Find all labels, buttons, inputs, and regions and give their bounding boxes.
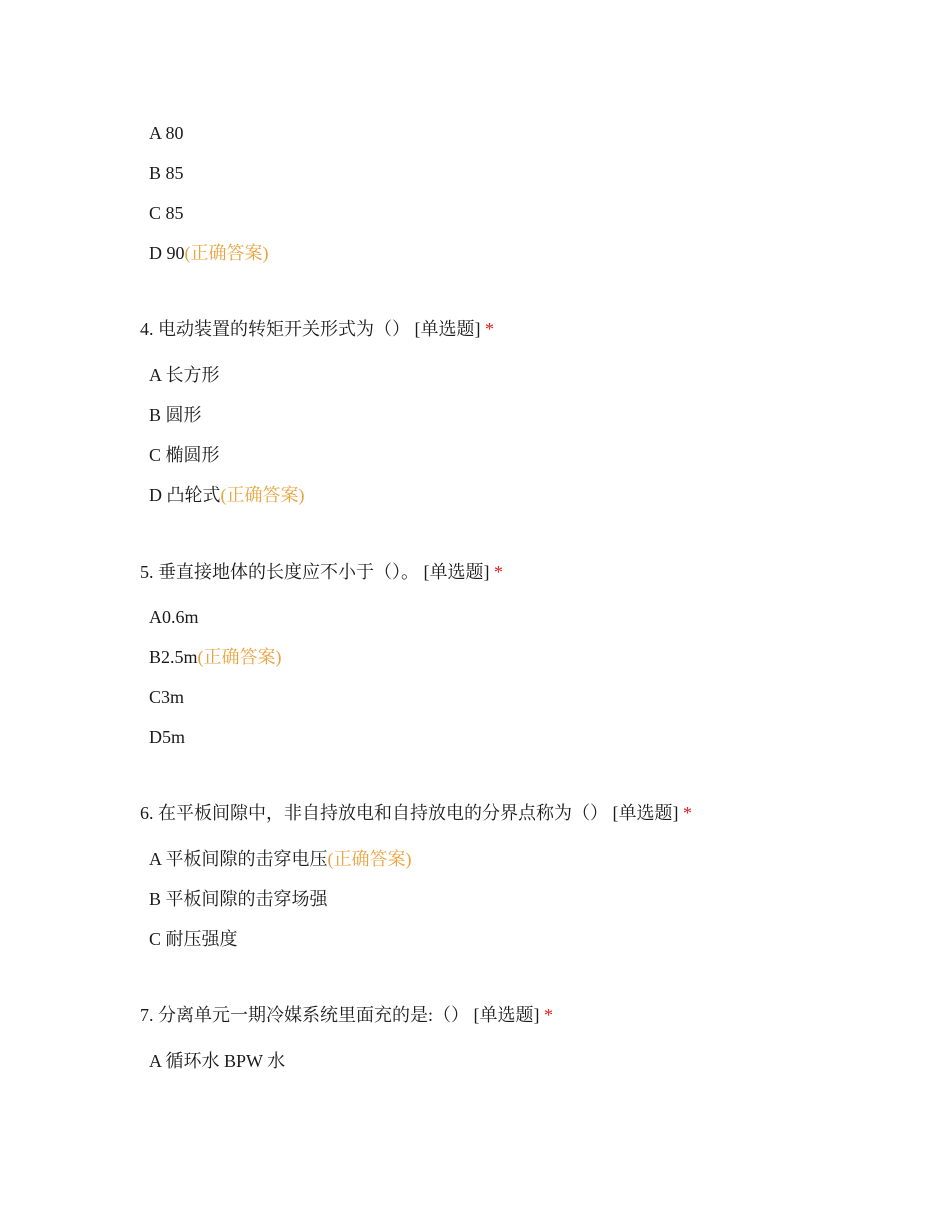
question-text: 7. 分离单元一期冷媒系统里面充的是:（） [单选题]: [140, 1005, 540, 1025]
correct-answer-marker: (正确答案): [197, 647, 282, 667]
option-label: A 平板间隙的击穿电压: [149, 849, 328, 869]
q6-option-a: [149, 847, 412, 871]
q4-option-d: [149, 483, 305, 507]
option-label: A 长方形: [149, 365, 220, 385]
required-mark: *: [494, 562, 503, 582]
q4-option-c: [149, 443, 220, 467]
question-text: 6. 在平板间隙中，非自持放电和自持放电的分界点称为（） [单选题]: [140, 803, 679, 823]
q6-title: [140, 801, 692, 825]
q5-option-a: [149, 605, 199, 629]
option-label: C 耐压强度: [149, 929, 238, 949]
option-label: D5m: [149, 727, 185, 747]
option-label: B 85: [149, 163, 184, 183]
correct-answer-marker: (正确答案): [327, 849, 412, 869]
q7-title: [140, 1003, 553, 1027]
option-label: B2.5m: [149, 647, 198, 667]
option-label: B 圆形: [149, 405, 202, 425]
q4-option-b: [149, 403, 202, 427]
required-mark: *: [544, 1005, 553, 1025]
question-text: 4. 电动装置的转矩开关形式为（） [单选题]: [140, 319, 481, 339]
option-label: C 椭圆形: [149, 445, 220, 465]
option-label: D 凸轮式: [149, 485, 221, 505]
q6-option-c: [149, 927, 238, 951]
q4-option-a: [149, 363, 220, 387]
q3-option-a: [149, 121, 184, 145]
option-label: D 90: [149, 243, 185, 263]
q3-option-d: [149, 241, 269, 265]
option-label: B 平板间隙的击穿场强: [149, 889, 328, 909]
q5-option-d: [149, 725, 185, 749]
q3-option-c: [149, 201, 184, 225]
q3-option-b: [149, 161, 184, 185]
required-mark: *: [683, 803, 692, 823]
correct-answer-marker: (正确答案): [220, 485, 305, 505]
option-label: A0.6m: [149, 607, 199, 627]
option-label: C3m: [149, 687, 185, 707]
option-label: C 85: [149, 203, 184, 223]
question-text: 5. 垂直接地体的长度应不小于（）。 [单选题]: [140, 562, 490, 582]
q5-title: [140, 560, 503, 584]
option-label: A 循环水 BPW 水: [149, 1051, 286, 1071]
option-label: A 80: [149, 123, 184, 143]
q7-option-a: [149, 1049, 285, 1073]
q5-option-b: [149, 645, 282, 669]
required-mark: *: [485, 319, 494, 339]
q4-title: [140, 317, 494, 341]
correct-answer-marker: (正确答案): [184, 243, 269, 263]
q5-option-c: [149, 685, 184, 709]
q6-option-b: [149, 887, 328, 911]
